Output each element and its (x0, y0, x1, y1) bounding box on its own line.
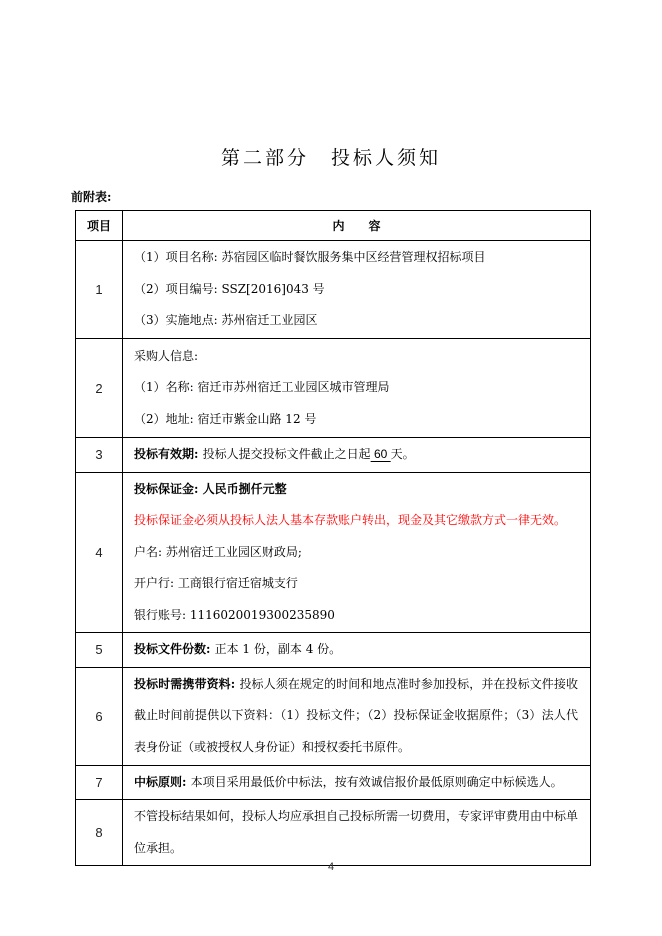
row-number: 2 (76, 339, 123, 438)
line-text: 正本 1 份，副本 4 份。 (214, 642, 342, 656)
row-content (123, 241, 591, 339)
line-text: （2）地址: 宿迁市紫金山路 12 号 (134, 411, 317, 426)
line-text: 户名: 苏州宿迁工业园区财政局; (134, 544, 302, 559)
content-line (134, 600, 578, 632)
table-row-6 (76, 667, 591, 765)
content-line (134, 474, 578, 506)
row-content (123, 339, 591, 438)
content-line (134, 767, 578, 799)
page-number: 4 (327, 861, 335, 873)
content-line (134, 404, 578, 436)
line-text: 本项目采用最低价中标法，按有效诚信报价最低原则确定中标候选人。 (190, 774, 563, 789)
header-cell-item: 项目 (76, 211, 123, 241)
content-line (134, 372, 578, 404)
line-text: （1）项目名称: 苏宿园区临时餐饮服务集中区经营管理权招标项目 (134, 250, 486, 265)
content-line-warning (134, 505, 578, 537)
bold-label: 投标时需携带资料: (134, 676, 240, 691)
row-number: 3 (76, 438, 123, 473)
row-content (123, 765, 591, 800)
content-line (134, 242, 578, 274)
content-line (134, 568, 578, 600)
table-row-3 (76, 438, 591, 473)
content-line (134, 634, 578, 666)
line-text: 银行账号: 1116020019300235890 (134, 607, 335, 622)
table-row-7 (76, 765, 591, 800)
line-text-suffix: 天。 (390, 447, 415, 461)
line-text: 投标人须在规定的时间和地点准时参加投标，并在投标文件接收截止时间前提供以下资料：（1）投标文件；（2）投标保证金收据原件；（3）法人代表身份证（或被授权人身份证）和授权委托书原件。 (134, 676, 578, 754)
content-line (134, 439, 578, 471)
row-content (123, 472, 591, 633)
line-text: （3）实施地点: 苏州宿迁工业园区 (134, 313, 318, 328)
table-row-1 (76, 241, 591, 339)
bold-label: 中标原则: (134, 774, 191, 789)
table-label: 前附表: (71, 190, 112, 204)
line-text: 开户行: 工商银行宿迁宿城支行 (134, 576, 298, 590)
bold-label: 投标文件份数: (134, 642, 215, 656)
row-content (123, 438, 591, 473)
row-number: 4 (76, 472, 123, 633)
row-content (123, 800, 591, 866)
bold-label: 投标有效期: (134, 447, 203, 461)
line-text: 采购人信息: (134, 348, 199, 363)
header-cell-content: 内 容 (123, 211, 591, 241)
row-content (123, 667, 591, 765)
content-line (134, 274, 578, 306)
table-row-2 (76, 339, 591, 438)
page-title: 第二部分 投标人须知 (220, 147, 441, 169)
row-number: 8 (76, 800, 123, 866)
red-warning-text: 投标保证金必须从投标人法人基本存款账户转出，现金及其它缴款方式一律无效。 (134, 513, 567, 527)
bidder-notice-table (75, 210, 591, 866)
table-row-8 (76, 800, 591, 866)
line-text: 投标人提交投标文件截止之日起 (202, 447, 371, 461)
line-text: （2）项目编号: SSZ[2016]043 号 (134, 281, 325, 296)
row-number: 7 (76, 765, 123, 800)
table-row-4 (76, 472, 591, 633)
table-header-row (76, 211, 591, 241)
content-line (134, 537, 578, 569)
row-content (123, 633, 591, 668)
table-row-5 (76, 633, 591, 668)
row-number: 5 (76, 633, 123, 668)
line-text: 不管投标结果如何，投标人均应承担自己投标所需一切费用，专家评审费用由中标单位承担。 (134, 809, 579, 855)
content-line (134, 305, 578, 337)
row-number: 6 (76, 667, 123, 765)
line-text: （1）名称: 宿迁市苏州宿迁工业园区城市管理局 (134, 380, 390, 395)
content-line (134, 341, 578, 373)
bold-label: 投标保证金: 人民币捌仟元整 (134, 481, 287, 496)
underlined-value: 60 (370, 447, 391, 461)
row-number: 1 (76, 241, 123, 339)
